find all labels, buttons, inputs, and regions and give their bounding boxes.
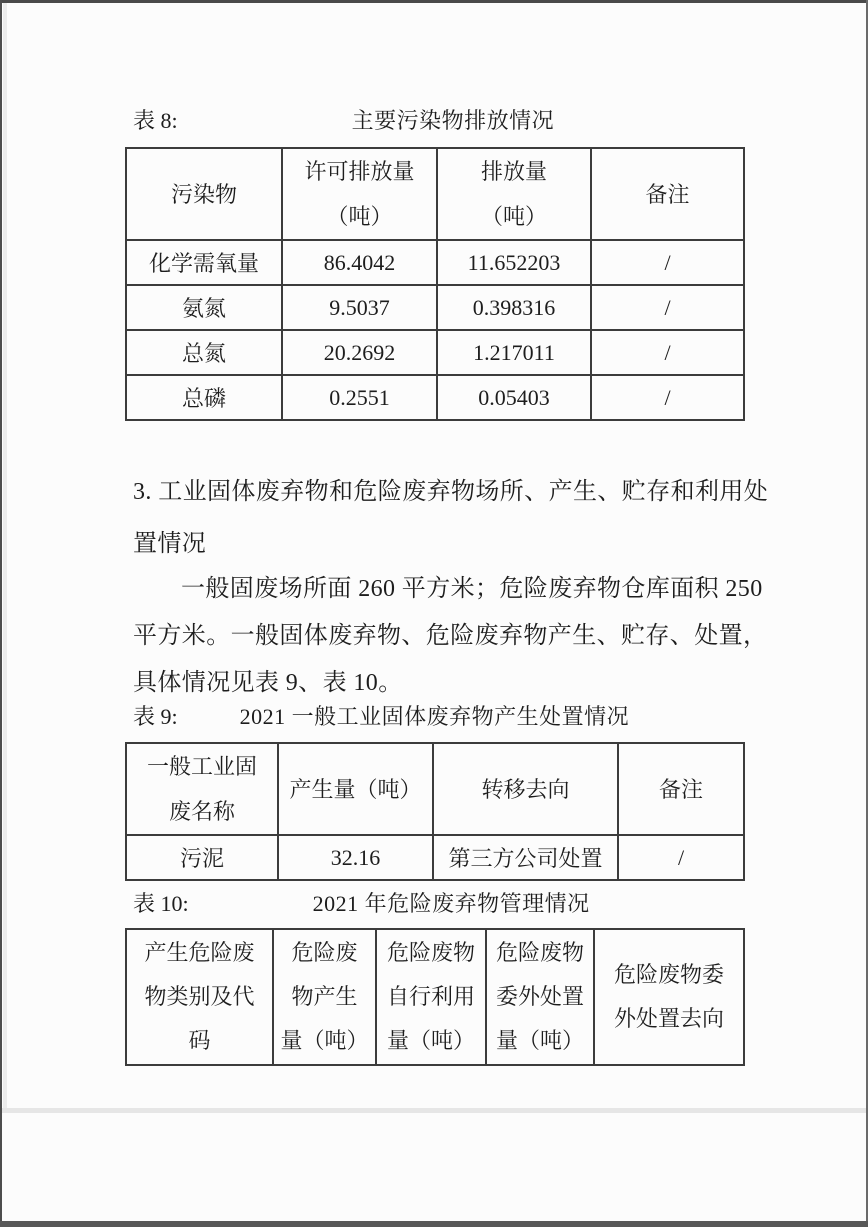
header-cell — [376, 929, 486, 1065]
table-row — [126, 835, 744, 880]
heading-line: 3. 工业固体废弃物和危险废弃物场所、产生、贮存和利用处 — [133, 479, 769, 505]
header-text: 自行利用 — [386, 984, 475, 1009]
section3-heading — [133, 466, 768, 570]
header-cell — [273, 929, 376, 1065]
page-edge-left — [0, 0, 2, 1227]
header-cell — [618, 743, 744, 835]
table-cell: 第三方公司处置 — [433, 835, 618, 880]
table9-caption-title: 2021 一般工业固体废弃物产生处置情况 — [239, 704, 630, 729]
table-cell: 0.398316 — [437, 285, 591, 330]
header-text: 量（吨） — [386, 1028, 475, 1053]
table8-caption-title: 主要污染物排放情况 — [351, 108, 555, 133]
table-row — [126, 285, 744, 330]
table-cell: 总磷 — [126, 375, 282, 420]
header-text: 危险废物 — [495, 940, 584, 965]
paragraph-line: 一般固废场所面 260 平方米；危险废弃物仓库面积 250 — [181, 576, 763, 602]
table-row — [126, 240, 744, 285]
paragraph-line: 平方米。一般固体废弃物、危险废弃物产生、贮存、处置， — [133, 623, 768, 649]
table-cell: 20.2692 — [282, 330, 437, 375]
header-text: （吨） — [480, 204, 547, 229]
table-cell: 86.4042 — [282, 240, 437, 285]
header-cell — [126, 148, 282, 240]
header-text: 排放量 — [480, 159, 547, 184]
header-text: 备注 — [658, 776, 703, 802]
table-header-row — [126, 148, 744, 240]
hazardous-waste-table — [125, 928, 745, 1066]
table-cell: 0.05403 — [437, 375, 591, 420]
header-cell — [278, 743, 433, 835]
table-cell: 氨氮 — [126, 285, 282, 330]
header-text: （吨） — [326, 204, 393, 229]
page-edge-top — [0, 0, 868, 3]
page-break-separator — [2, 1108, 866, 1113]
header-cell — [126, 743, 278, 835]
table-cell: 9.5037 — [282, 285, 437, 330]
table-cell: / — [618, 835, 744, 880]
header-text: 量（吨） — [280, 1028, 369, 1053]
section3-paragraph — [133, 566, 767, 707]
table8-caption-label: 表 8: — [133, 108, 178, 133]
table-row — [126, 330, 744, 375]
header-text: 危险废物委 — [613, 962, 724, 987]
header-cell — [282, 148, 437, 240]
table-cell: 11.652203 — [437, 240, 591, 285]
header-text: 码 — [188, 1028, 211, 1053]
table10-caption — [133, 889, 590, 919]
table9-caption-label: 表 9: — [133, 704, 178, 729]
header-text: 产生量（吨） — [289, 776, 422, 802]
header-text: 委外处置 — [495, 984, 584, 1009]
solid-waste-table — [125, 742, 745, 881]
header-text: 物类别及代 — [144, 984, 255, 1009]
header-text: 量（吨） — [495, 1028, 584, 1053]
header-text: 产生危险废 — [144, 940, 255, 965]
pollutant-emission-table — [125, 147, 745, 421]
table-cell: 化学需氧量 — [126, 240, 282, 285]
header-cell — [486, 929, 594, 1065]
table-header-row — [126, 929, 744, 1065]
table-cell: 0.2551 — [282, 375, 437, 420]
header-text: 转移去向 — [481, 776, 570, 802]
header-text: 外处置去向 — [613, 1006, 724, 1031]
table-cell: / — [591, 285, 744, 330]
table9-caption — [133, 702, 629, 732]
header-cell — [437, 148, 591, 240]
table-cell: / — [591, 240, 744, 285]
page-edge-bottom — [0, 1221, 868, 1227]
header-text: 危险废 — [291, 940, 358, 965]
header-text: 废名称 — [168, 799, 235, 824]
header-text: 一般工业固 — [146, 754, 257, 779]
table10-caption-label: 表 10: — [133, 891, 189, 916]
scan-shadow-strip — [3, 3, 7, 1108]
header-text: 危险废物 — [386, 940, 475, 965]
paragraph-line: 具体情况见表 9、表 10。 — [133, 670, 403, 696]
table10-caption-title: 2021 年危险废弃物管理情况 — [312, 891, 590, 916]
header-cell — [591, 148, 744, 240]
header-cell — [433, 743, 618, 835]
table-cell: 总氮 — [126, 330, 282, 375]
table-cell: 32.16 — [278, 835, 433, 880]
header-text: 备注 — [645, 181, 690, 207]
header-text: 污染物 — [170, 181, 237, 207]
table-row — [126, 375, 744, 420]
header-text: 许可排放量 — [304, 159, 415, 184]
header-text: 物产生 — [291, 984, 358, 1009]
table-cell: 污泥 — [126, 835, 278, 880]
table8-caption — [133, 106, 554, 136]
heading-line: 置情况 — [133, 531, 207, 557]
table-header-row — [126, 743, 744, 835]
table-cell: / — [591, 375, 744, 420]
header-cell — [594, 929, 744, 1065]
header-cell — [126, 929, 273, 1065]
table-cell: 1.217011 — [437, 330, 591, 375]
table-cell: / — [591, 330, 744, 375]
